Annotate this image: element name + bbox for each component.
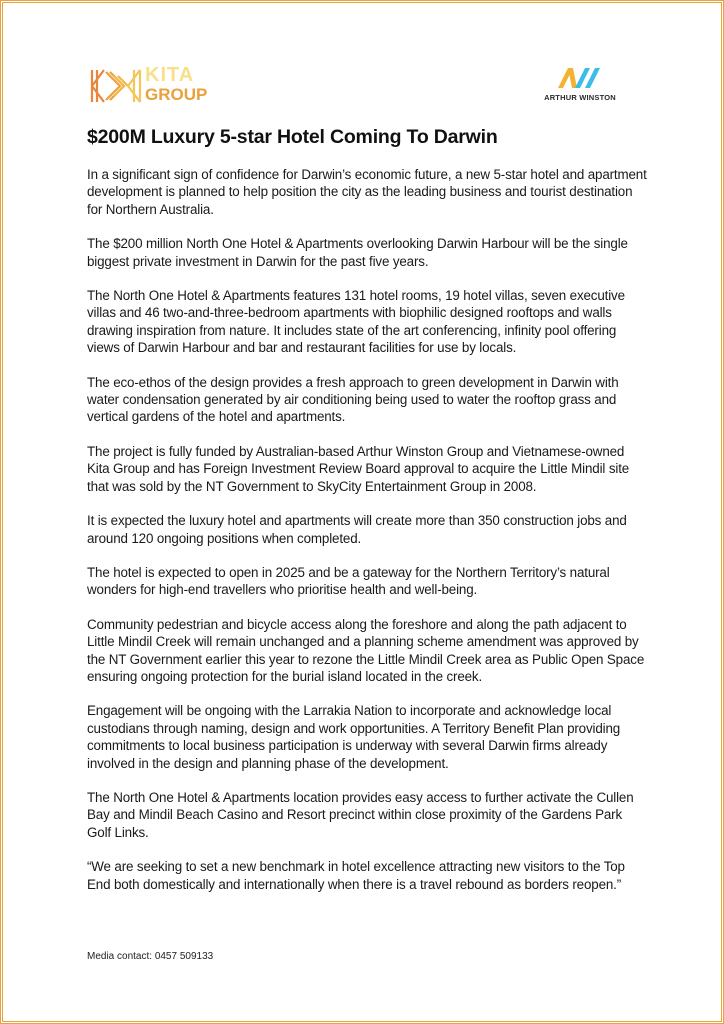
paragraph: The North One Hotel & Apartments location provides easy access to further activate the Cullen Bay and Mindil Beach Casino and Resort precinct within close proximity of the Gardens Park Golf Links. (87, 789, 634, 840)
paragraph: The $200 million North One Hotel & Apartments overlooking Darwin Harbour will be the single biggest private investment in Darwin for the past five years. (87, 236, 628, 269)
paragraph: The project is fully funded by Australian-based Arthur Winston Group and Vietnamese-owned Kita Group and has Foreign Investment Review Board approval to acquire the Little Mindil site that was sold by the NT Government to SkyCity Entertainment Group in 2008. (87, 443, 630, 494)
paragraph: In a significant sign of confidence for Darwin’s economic future, a new 5-star hotel and apartment development is planned to help position the city as the leading business and tourist destination for Northern Australia. (87, 167, 647, 217)
paragraph: The hotel is expected to open in 2025 and be a gateway for the Northern Territory’s natural wonders for high-end travellers who prioritise health and well-being. (87, 564, 610, 598)
kita-group-logo (90, 66, 208, 108)
paragraph: Community pedestrian and bicycle access along the foreshore and along the path adjacent to Little Mindil Creek will remain unchanged and a planning scheme amendment was approved by the NT Government earlier this year to rezone the Little Mindil Creek area as Public Open Space ensuring ongoing protection for the burial island located in the creek. (87, 616, 645, 684)
paragraph: The eco-ethos of the design provides a fresh approach to green development in Darwin with water condensation generated by air conditioning being used to water the rooftop grass and vertical gardens of the hotel and apartments. (87, 374, 619, 425)
kita-monogram-icon (90, 68, 142, 104)
arthur-winston-logo (538, 66, 622, 106)
paragraph: It is expected the luxury hotel and apartments will create more than 350 construction jobs and around 120 ongoing positions when completed. (87, 513, 627, 546)
media-contact: Media contact: 0457 509133 (87, 951, 214, 962)
arthur-winston-wordmark: ARTHUR WINSTON (544, 93, 616, 102)
arthur-winston-mark-icon (558, 66, 602, 90)
paragraph: The North One Hotel & Apartments features 131 hotel rooms, 19 hotel villas, seven executive villas and 46 two-and-three-bedroom apartments with biophilic designed rooftops and walls drawing inspiration from nature. It includes state of the art conferencing, infinity pool offering views of Darwin Harbour and bar and restaurant facilities for use by locals. (87, 288, 625, 356)
paragraph: Engagement will be ongoing with the Larrakia Nation to incorporate and acknowledge local custodians through naming, design and work opportunities. A Territory Benefit Plan providing commitments to local business participation is underway with several Darwin firms already involved in the design and planning phase of the development. (87, 703, 621, 771)
group-wordmark: GROUP (145, 85, 208, 104)
paragraph-quote: “We are seeking to set a new benchmark in hotel excellence attracting new visitors to the Top End both domestically and internationally when there is a travel rebound as borders reopen.” (87, 859, 625, 892)
kita-wordmark: KITA (145, 64, 195, 86)
article (87, 126, 647, 910)
article-title: $200M Luxury 5-star Hotel Coming To Darwin (87, 126, 498, 148)
